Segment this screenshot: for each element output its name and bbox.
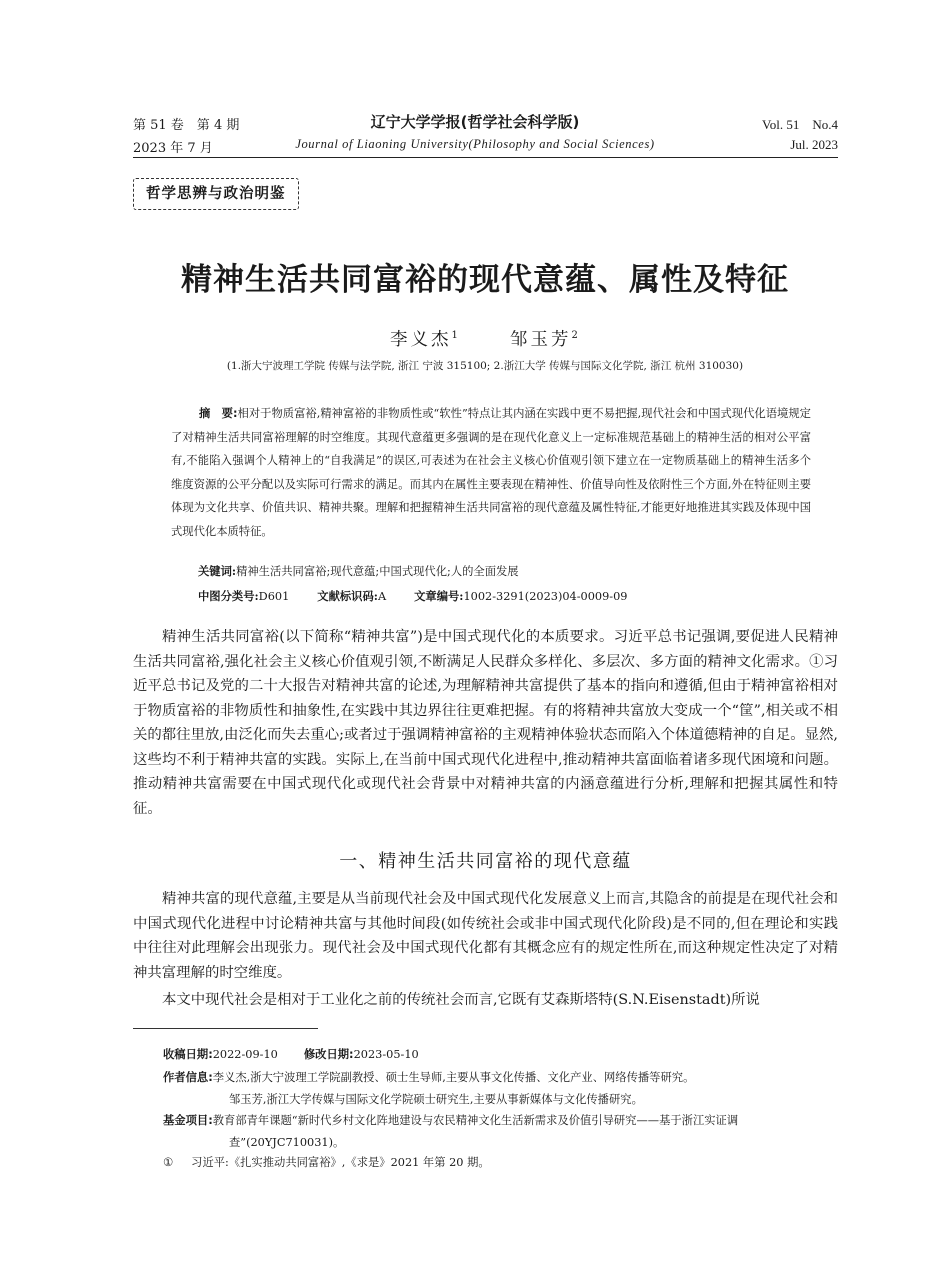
- clc-value: D601: [258, 590, 290, 603]
- abstract-label: 摘 要:: [199, 407, 238, 420]
- header-volume-en: Vol. 51 No.4: [762, 117, 838, 132]
- journal-title-en: Journal of Liaoning University(Philosophy and Social Sciences): [295, 137, 655, 151]
- author-1: [390, 326, 458, 351]
- footnote-mark: ①: [163, 1156, 174, 1169]
- header-volume-issue: 第 51 卷 第 4 期: [133, 118, 240, 133]
- author-2-mark: 2: [571, 330, 578, 342]
- author-info-label: 作者信息:: [163, 1071, 213, 1084]
- revised-date: 2023-05-10: [353, 1048, 419, 1061]
- footnote-1: [163, 1154, 490, 1170]
- author-1-name: 李义杰: [390, 330, 452, 350]
- received-date: 2022-09-10: [212, 1048, 278, 1061]
- author-info-1: 李义杰,浙大宁波理工学院副教授、硕士生导师,主要从事文化传播、文化产业、网络传播等研究。: [212, 1071, 695, 1084]
- abstract: [171, 402, 811, 543]
- footnote-divider: [133, 1028, 318, 1029]
- body-paragraph-1: 精神生活共同富裕(以下简称“精神共富”)是中国式现代化的本质要求。习近平总书记强调,要促进人民精神生活共同富裕,强化社会主义核心价值观引领,不断满足人民群众多样化、多层次、多方面的精神文化需求。①习近平总书记及党的二十大报告对精神共富的论述,为理解精神共富提供了基本的指向和遵循,但由于精神富裕相对于物质富裕的非物质性和抽象性,在实践中其边界往往更难把握。有的将精神共富放大变成一个“筐”,相关或不相关的都往里放,由泛化而失去重心;或者过于强调精神富裕的主观精神体验状态而陷入个体道德精神的自足。显然,这些均不利于精神共富的实践。实际上,在当前中国式现代化进程中,推动精神共富面临着诸多现代困境和问题。推动精神共富需要在中国式现代化或现代社会背景中对精神共富的内涵意蕴进行分析,理解和把握其属性和特征。: [133, 629, 838, 817]
- clc-label: 中图分类号:: [198, 589, 259, 603]
- article-number-value: 1002-3291(2023)04-0009-09: [463, 590, 628, 603]
- author-1-mark: 1: [451, 330, 458, 342]
- body-paragraph-2: 精神共富的现代意蕴,主要是从当前现代社会及中国式现代化发展意义上而言,其隐含的前提是在现代社会和中国式现代化进程中讨论精神共富与其他时间段(如传统社会或非中国式现代化阶段)是不同的,但在理论和实践中往往对此理解会出现张力。现代社会及中国式现代化都有其概念应有的规定性所在,而这种规定性决定了对精神共富理解的时空维度。: [133, 891, 838, 981]
- fund-label: 基金项目:: [163, 1114, 213, 1127]
- header-divider: [133, 157, 838, 158]
- classification-line: [198, 588, 627, 604]
- fund-text: 教育部青年课题“新时代乡村文化阵地建设与农民精神文化生活新需求及价值引导研究——基于浙江实证调查”(20YJC710031)。: [212, 1114, 739, 1149]
- author-2: [510, 326, 578, 351]
- affiliation: (1.浙大宁波理工学院 传媒与法学院, 浙江 宁波 315100; 2.浙江大学 传媒与国际文化学院, 浙江 杭州 310030): [226, 360, 744, 372]
- received-label: 收稿日期:: [163, 1048, 213, 1061]
- journal-title-cn: 辽宁大学学报(哲学社会科学版): [370, 113, 580, 131]
- author-2-name: 邹玉芳: [510, 330, 572, 350]
- author-info: [163, 1067, 838, 1110]
- doc-code-value: A: [377, 590, 387, 603]
- fund-info: [163, 1110, 838, 1153]
- keywords-text: 精神生活共同富裕;现代意蕴;中国式现代化;人的全面发展: [236, 565, 519, 578]
- abstract-text: 相对于物质富裕,精神富裕的非物质性或“软性”特点让其内涵在实践中更不易把握,现代社会和中国式现代化语境规定了对精神生活共同富裕理解的时空维度。其现代意蕴更多强调的是在现代化意义上一定标准规范基础上的精神生活的相对公平富有,不能陷入强调个人精神上的“自我满足”的误区,可表述为在社会主义核心价值观引领下建立在一定物质基础上的精神生活多个维度资源的公平分配以及实际可行需求的满足。而其内在属性主要表现在精神性、价值导向性及依附性三个方面,外在特征则主要体现为文化共享、价值共识、精神共聚。理解和把握精神生活共同富裕的现代意蕴及属性特征,才能更好地推进其实践及体现中国式现代化本质特征。: [171, 407, 811, 538]
- section-heading: 一、精神生活共同富裕的现代意蕴: [339, 851, 632, 872]
- article-number-label: 文章编号:: [414, 589, 464, 603]
- doc-code-label: 文献标识码:: [317, 589, 378, 603]
- footnote-text: 习近平:《扎实推动共同富裕》,《求是》2021 年第 20 期。: [191, 1156, 490, 1169]
- keywords-label: 关键词:: [198, 564, 237, 578]
- dates-line: [163, 1044, 838, 1066]
- revised-label: 修改日期:: [303, 1048, 354, 1061]
- keywords: [198, 563, 519, 579]
- header-date-en: Jul. 2023: [790, 137, 838, 152]
- header-date-cn: 2023 年 7 月: [133, 141, 213, 156]
- article-title: 精神生活共同富裕的现代意蕴、属性及特征: [181, 262, 789, 298]
- column-tag: 哲学思辨与政治明鉴: [133, 178, 299, 210]
- author-info-2: 邹玉芳,浙江大学传媒与国际文化学院硕士研究生,主要从事新媒体与文化传播研究。: [229, 1092, 643, 1106]
- body-paragraph-3: 本文中现代社会是相对于工业化之前的传统社会而言,它既有艾森斯塔特(S.N.Eisenstadt)所说: [162, 992, 760, 1008]
